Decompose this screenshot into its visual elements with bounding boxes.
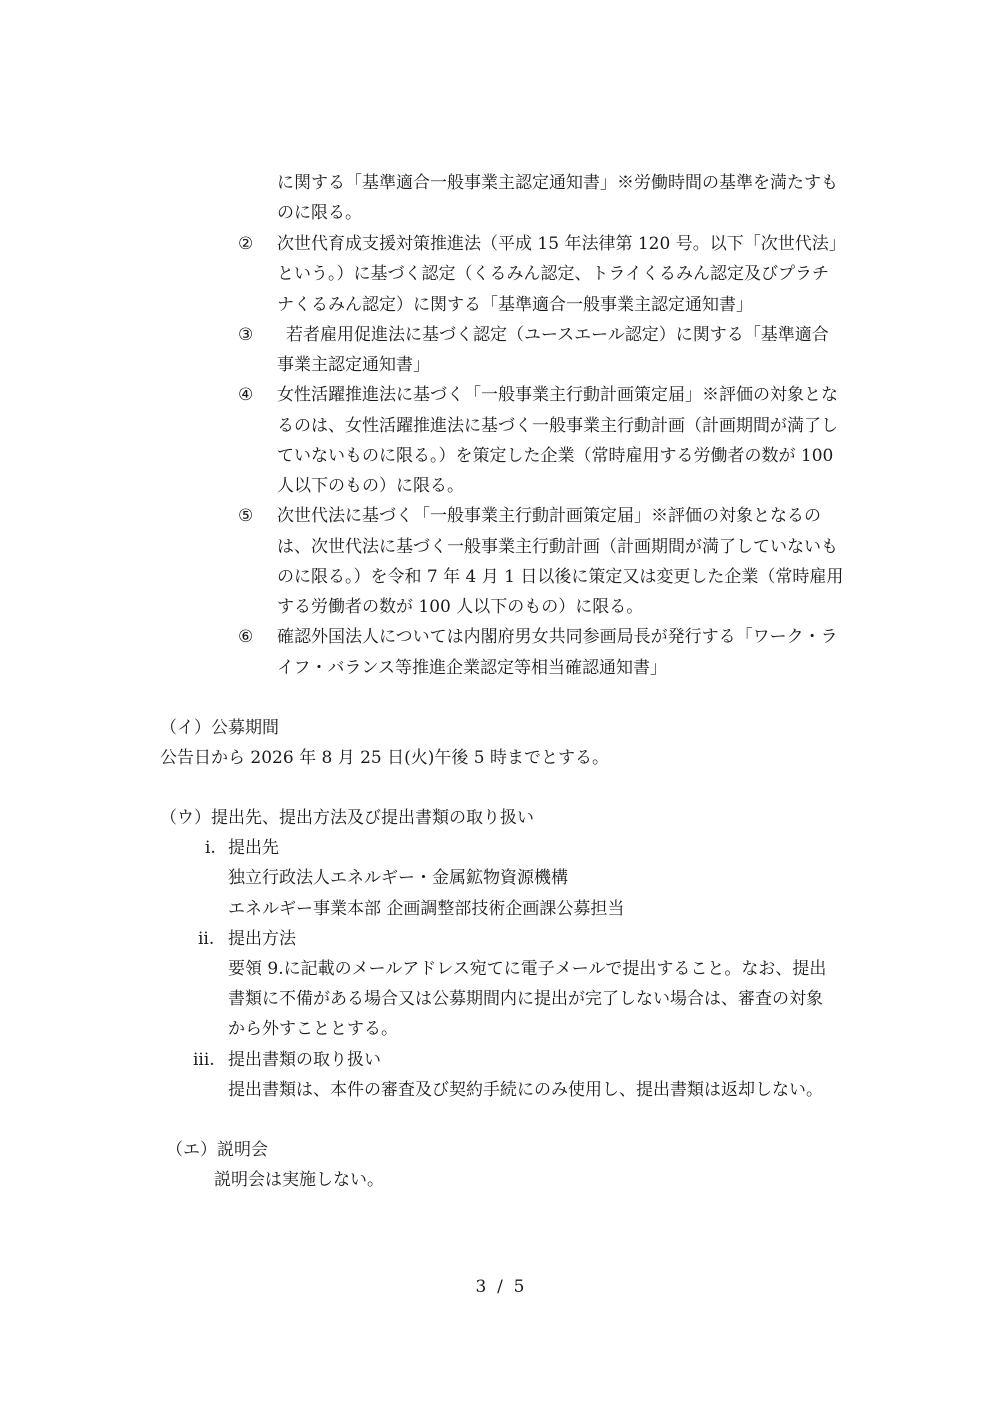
item-5-marker: ⑤ bbox=[238, 506, 254, 526]
submission-item-i-line-1: 独立行政法人エネルギー・金属鉱物資源機構 bbox=[228, 868, 568, 888]
item-2-line-3: ナくるみん認定）に関する「基準適合一般事業主認定通知書」 bbox=[277, 295, 753, 315]
item-5-line-4: する労働者の数が 100 人以下のもの）に限る。 bbox=[277, 597, 644, 617]
submission-item-i-marker: i. bbox=[205, 838, 216, 858]
submission-item-i-title: 提出先 bbox=[228, 838, 279, 858]
item-3-marker: ③ bbox=[238, 325, 254, 345]
item-6-line-1: 確認外国法人については内閣府男女共同参画局長が発行する「ワーク・ラ bbox=[277, 627, 838, 647]
submission-item-iii-marker: iii. bbox=[193, 1050, 215, 1070]
item-5-line-2: は、次世代法に基づく一般事業主行動計画（計画期間が満了していないも bbox=[277, 537, 838, 557]
briefing-heading: （エ）説明会 bbox=[166, 1140, 268, 1160]
submission-item-ii-title: 提出方法 bbox=[228, 929, 296, 949]
item-3-line-2: 事業主認定通知書」 bbox=[277, 355, 430, 375]
submission-item-iii-title: 提出書類の取り扱い bbox=[228, 1050, 381, 1070]
submission-item-ii-line-3: から外すこととする。 bbox=[228, 1019, 398, 1039]
item-3-line-1: 若者雇用促進法に基づく認定（ユースエール認定）に関する「基準適合 bbox=[286, 325, 829, 345]
item-2-marker: ② bbox=[238, 234, 254, 254]
page-number: 3 / 5 bbox=[475, 1277, 525, 1297]
submission-item-i-line-2: エネルギー事業本部 企画調整部技術企画課公募担当 bbox=[228, 899, 625, 919]
item-6-line-2: イフ・バランス等推進企業認定等相当確認通知書」 bbox=[277, 658, 667, 678]
period-heading: （イ）公募期間 bbox=[160, 718, 279, 738]
item-4-line-3: ていないものに限る。）を策定した企業（常時雇用する労働者の数が 100 bbox=[277, 446, 834, 466]
item-1-continued-line-1: に関する「基準適合一般事業主認定通知書」※労働時間の基準を満たすも bbox=[277, 173, 838, 193]
submission-heading: （ウ）提出先、提出方法及び提出書類の取り扱い bbox=[160, 808, 534, 828]
item-4-line-4: 人以下のもの）に限る。 bbox=[277, 476, 464, 496]
submission-item-iii-line-1: 提出書類は、本件の審査及び契約手続にのみ使用し、提出書類は返却しない。 bbox=[228, 1080, 823, 1100]
item-4-line-1: 女性活躍推進法に基づく「一般事業主行動計画策定届」※評価の対象とな bbox=[277, 385, 838, 405]
briefing-text: 説明会は実施しない。 bbox=[214, 1170, 384, 1190]
item-4-marker: ④ bbox=[238, 385, 254, 405]
item-2-line-1: 次世代育成支援対策推進法（平成 15 年法律第 120 号。以下「次世代法」 bbox=[277, 234, 846, 254]
submission-item-ii-line-2: 書類に不備がある場合又は公募期間内に提出が完了しない場合は、審査の対象 bbox=[228, 989, 823, 1009]
item-6-marker: ⑥ bbox=[238, 627, 254, 647]
item-5-line-1: 次世代法に基づく「一般事業主行動計画策定届」※評価の対象となるの bbox=[277, 506, 821, 526]
submission-item-ii-line-1: 要領 9.に記載のメールアドレス宛てに電子メールで提出すること。なお、提出 bbox=[228, 959, 827, 979]
item-5-line-3: のに限る。）を令和 7 年 4 月 1 日以後に策定又は変更した企業（常時雇用 bbox=[277, 567, 844, 587]
item-4-line-2: るのは、女性活躍推進法に基づく一般事業主行動計画（計画期間が満了し bbox=[277, 416, 838, 436]
item-1-continued-line-2: のに限る。 bbox=[277, 203, 362, 223]
period-text: 公告日から 2026 年 8 月 25 日(火)午後 5 時までとする。 bbox=[160, 748, 610, 768]
item-2-line-2: という。）に基づく認定（くるみん認定、トライくるみん認定及びプラチ bbox=[277, 264, 829, 284]
submission-item-ii-marker: ii. bbox=[198, 929, 215, 949]
